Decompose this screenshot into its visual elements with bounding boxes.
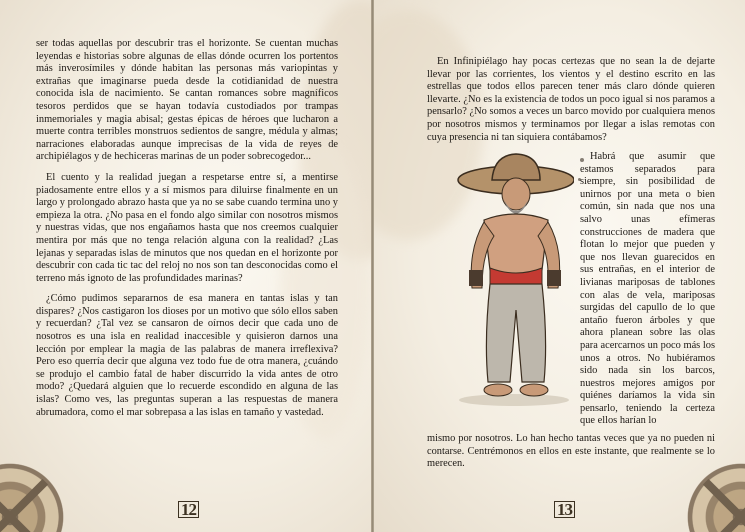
paragraph: Habrá que asumir que estamos separados para siempre, sin posibilidad de unirnos por una meta o bien común, sin nada que nos una salvo unas efímeras construcciones de madera que flotan lo mejor que pueden y que nos llevan guarecidos en sus entrañas, en el interior de livianas mariposas de tablones con alas de vela, mariposas surgidas del capullo de lo que antaño fueron árboles y que ahora planean sobre las olas para acercarnos un poco más los unos a otros. No hubiéramos sido nada sin los barcos, nuestros mejores amigos por quiénes daríamos la vida sin pensarlo, teniendo la certeza que ellos harían lo [580, 151, 715, 427]
right-page-column-text [580, 151, 715, 428]
left-page-body [36, 38, 338, 427]
compass-rose-icon [0, 462, 65, 532]
compass-rose-icon [686, 462, 745, 532]
pirate-illustration [454, 150, 574, 410]
right-page [374, 0, 745, 532]
paragraph: ser todas aquellas por descubrir tras el horizonte. Se cuentan muchas leyendas e historias sobre algunas de ellas dónde ocurren los portentos más inverosímiles y dónde habitan las personas más variopintas y extrañas que imaginarse pueda desde la cotidianidad de nuestra conocida isla de nacimiento. Se cantan romances sobre magníficos tesoros perdidos que se hayan todavía custodiados por trampas inmemoriales y magia abisal; gestas épicas de héroes que lucharon a muerte contra terribles monstruos sedientos de sangre, médula y almas; narraciones elaboradas aunque imprecisas de la vida de reyes de archipiélagos y de hechiceras marinas de un poder sobrecogedor... [36, 38, 338, 163]
paragraph: mismo por nosotros. Lo han hecho tantas veces que ya no pueden ni contarse. Centrémonos en ellos en este instante, que realmente se lo merecen. [427, 433, 715, 470]
paragraph: ¿Cómo pudimos separarnos de esa manera en tantas islas y tan dispares? ¿Nos castigaron los dioses por un motivo que sólo ellos saben y recuerdan? ¿Tal vez se cansaron de oírnos decir que cada uno de nosotros es una isla en realidad inaccesible y quisieron darnos una lección por emplear la magia de las palabras de manera irreflexiva? Pero eso querría decir que alguna vez todo fue de otra manera, ¿cuándo se produjo el cambio fatal de haber discurrido la vida antes de otro modo? ¿Quedará alguien que lo recuerde escondido en alguna de las islas? Como ves, las preguntas superan a las respuestas de manera abrumadora, como el mar sobrepasa a las islas en tamaño y vastedad. [36, 293, 338, 418]
right-page-bottom-text [427, 433, 715, 471]
paragraph: En Infinipiélago hay pocas certezas que no sean la de dejarte llevar por las corrientes, los vientos y el destino escrito en las estrellas que todos ellos parecen tener más claro dónde quieren llevarte. ¿No es la existencia de todos un poco igual si nos paramos a pensarlo? ¿No somos a veces un barco movido por cualquiera menos por nosotros mismos y terminamos por llegar a islas remotas con cuya presencia ni tan siquiera contábamos? [427, 56, 715, 143]
left-page [0, 0, 371, 532]
page-number: 12 [178, 501, 199, 518]
paragraph: El cuento y la realidad juegan a respetarse entre sí, a mentirse piadosamente entre ellos y a sí mismos para diluirse finalmente en un largo y prolongado abrazo hasta que ya no se sabe cuando termina uno y empieza la otra. ¿No pasa en el fondo algo similar con nosotros mismos y nuestras vidas, que nos engañamos hasta que nos creemos cualquier mentira por más que no tenga relación alguna con la realidad? ¿Las lejanas y separadas islas de minutos que nos quedan en el horizonte por descubrir con cada tic tac del reloj no nos son tan desconocidas como el terreno más ignoto de las profundidades marinas? [36, 171, 338, 284]
right-page-top-text [427, 56, 715, 152]
page-number: 13 [554, 501, 575, 518]
